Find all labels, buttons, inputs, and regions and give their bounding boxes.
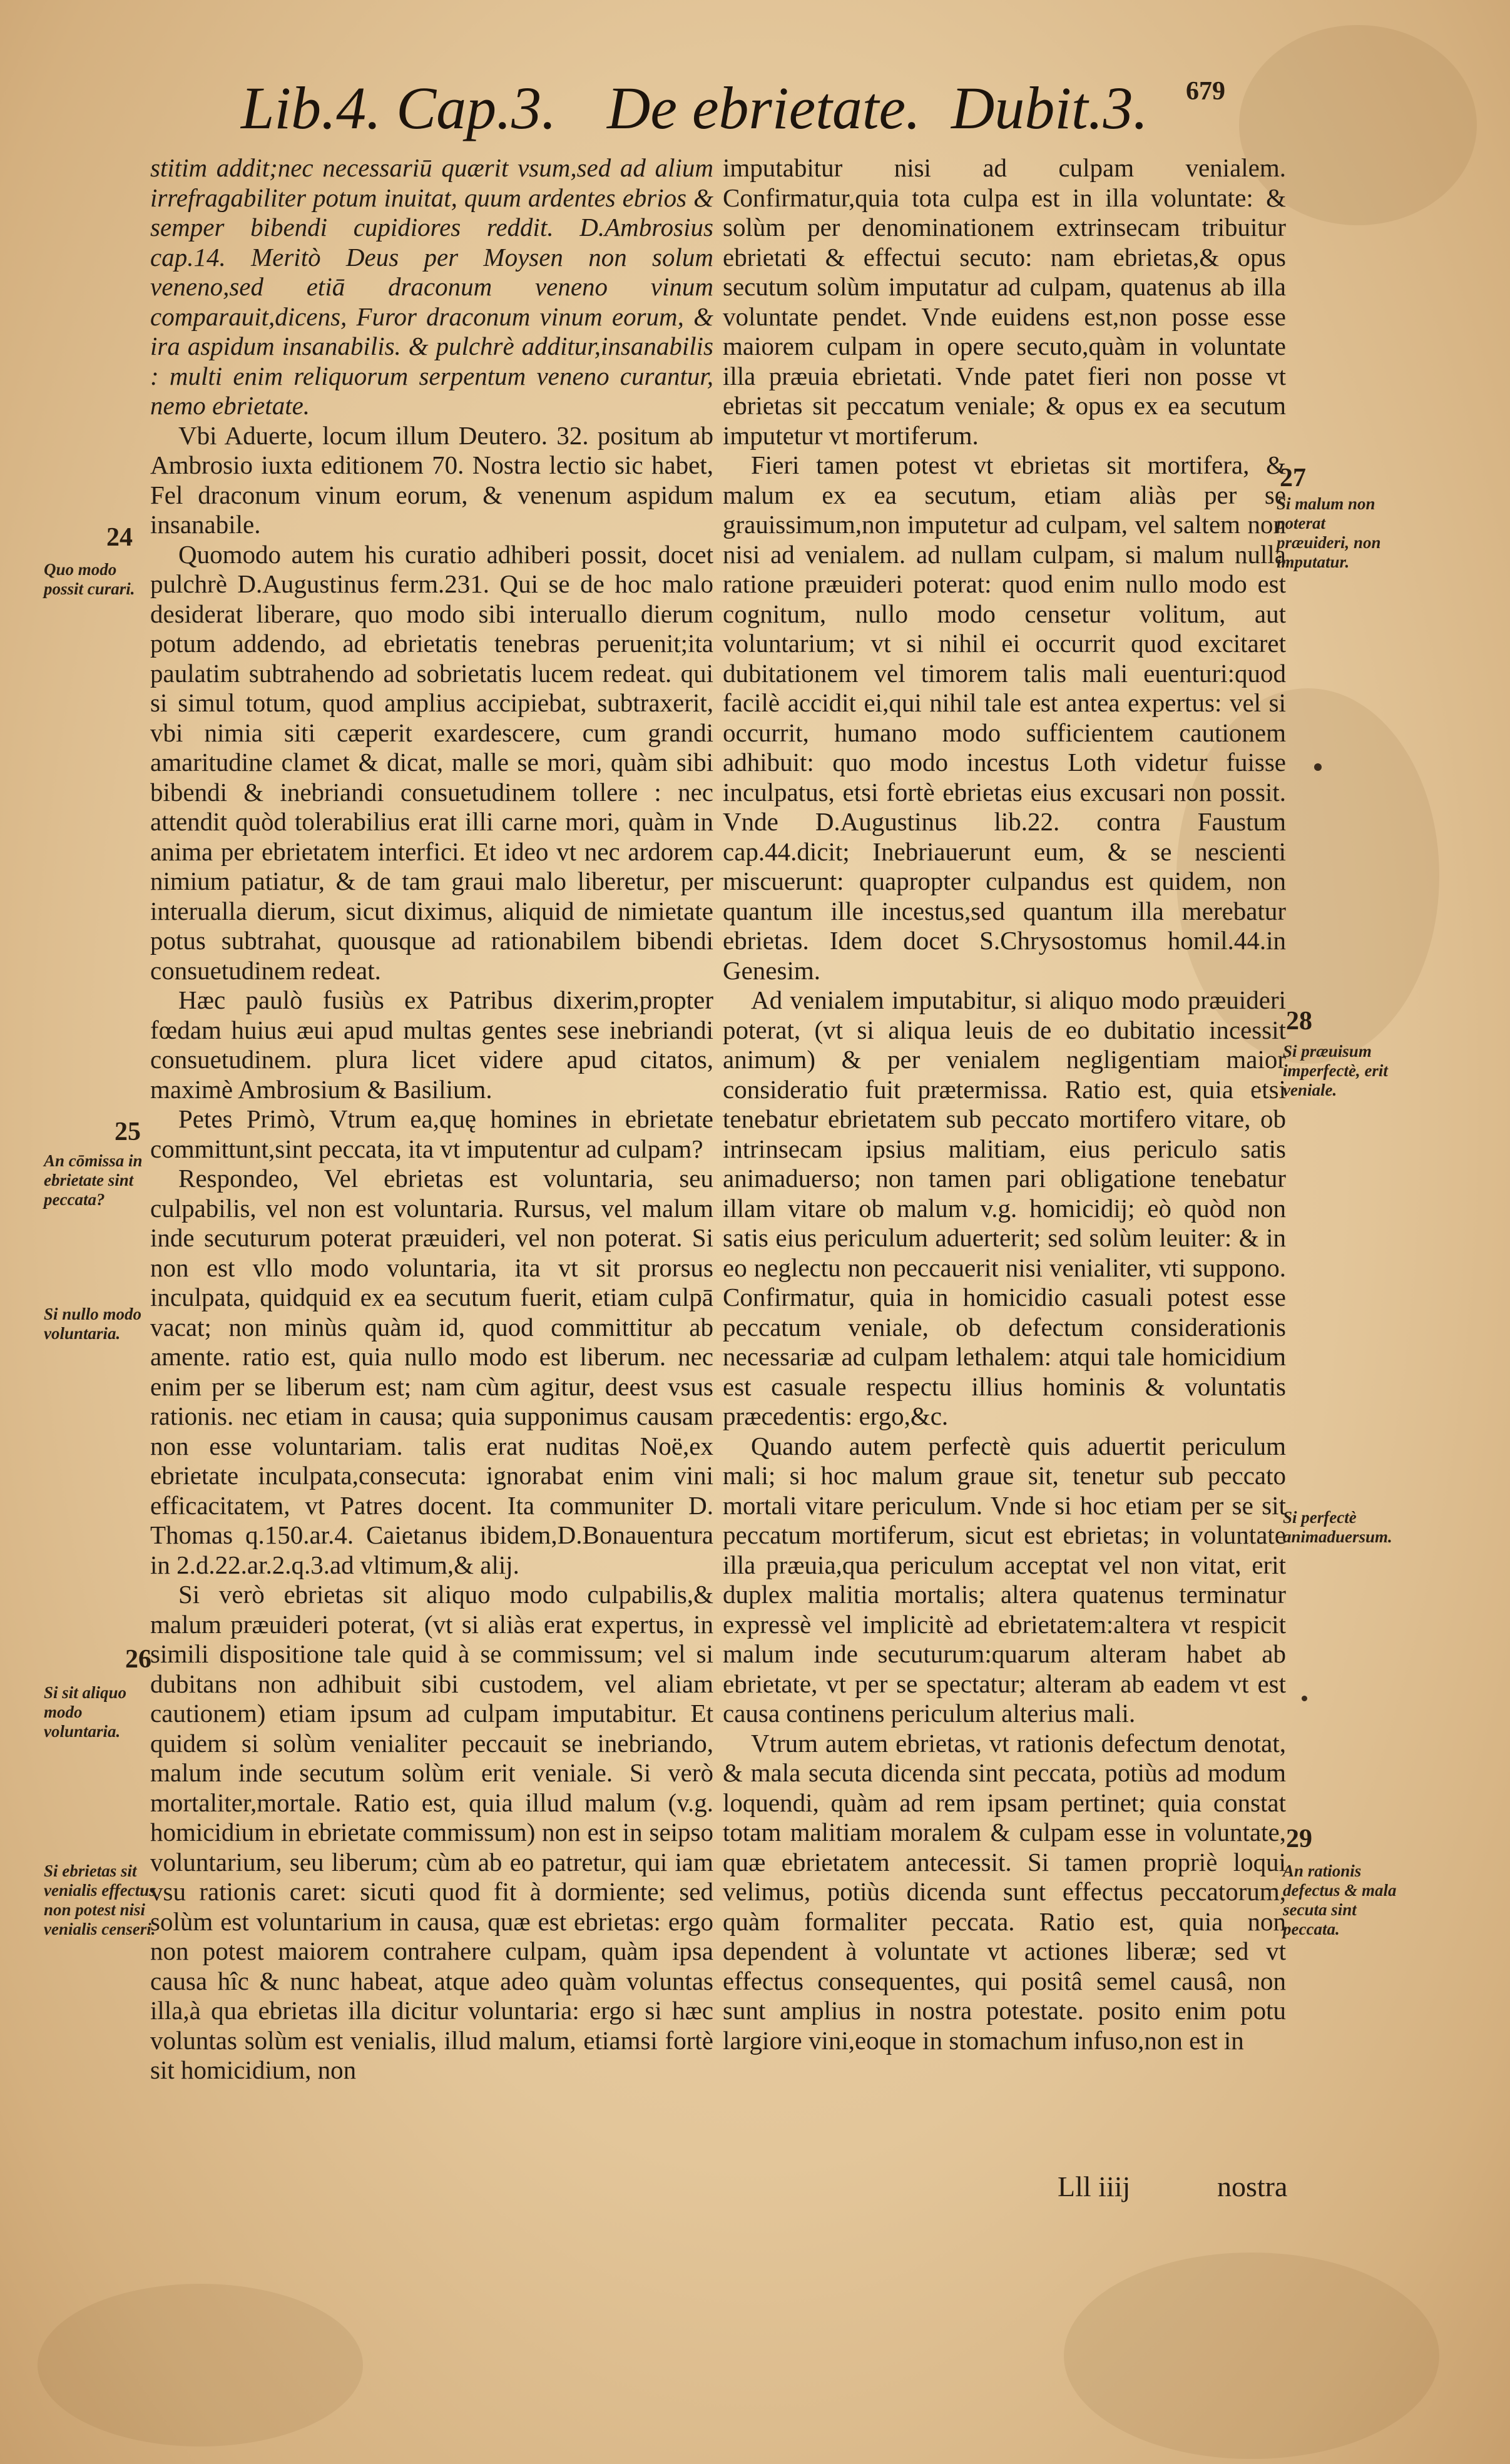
left-column xyxy=(150,153,713,2085)
paragraph: Fieri tamen potest vt ebrietas sit mortifera, & malum ex ea secutum, etiam aliàs per se grauissimum,non imputetur ad culpam, vel saltem non nisi ad venialem. ad nullam culpam, si malum nulla ratione præuideri poterat: quod enim nullo modo est cognitum, nullo modo censetur volitum, aut voluntarium; vt si nihil ei occurrit quod excitaret dubitationem vel timorem talis mali euenturi:quod facilè accidit ei,qui nihil tale est antea expertus: vel si occurrit, humano modo sufficientem cautionem adhibuit: quo modo incestus Loth videtur fuisse inculpatus, etsi fortè ebrietas eius excusari non possit. Vnde D.Augustinus lib.22. contra Faustum cap.44.dicit; Inebriauerunt eum, & se nescienti miscuerunt: quapropter culpandus est quidem, non quantum ille incestus,sed quantum illa merebatur ebrietas. Idem docet S.Chrysostomus homil.44.in Genesim. xyxy=(723,451,1286,985)
signature-mark: Lll iiij xyxy=(1058,2171,1131,2202)
paragraph: Si verò ebrietas sit aliquo modo culpabilis,& malum præuideri poterat, (vt si aliàs erat expertus, in simili dispositione tale quid à se commissum; vel si dubitans non adhibuit sibi custodem, vel aliam cautionem) etiam ipsum ad culpam imputabitur. Et quidem si solùm venialiter peccauit se inebriando, malum inde secutum solùm erit veniale. Si verò mortaliter,mortale. Ratio est, quia illud malum (v.g. homicidium in ebrietate commissum) non est in seipso voluntarium, seu liberum; cùm ab eo patretur, qui iam vsu rationis caret: sicuti quod fit à dormiente; sed solùm est voluntarium in causa, quæ est ebrietas: ergo non potest maiorem contrahere culpam, quàm ipsa causa hîc & nunc habeat, atque adeo quàm voluntas illa,à qua ebrietas illa dicitur voluntaria: ergo si hæc voluntas solùm est venialis, illud malum, etiamsi fortè sit homicidium, non xyxy=(150,1580,713,2084)
margin-note: Si perfectè animaduersum. xyxy=(1283,1508,1392,1546)
running-head-book: Lib.4. Cap.3. xyxy=(241,74,557,141)
section-number: 28 xyxy=(1286,1007,1312,1036)
paragraph: Petes Primò, Vtrum ea,quę homines in ebrietate committunt,sint peccata, ita vt imputentur ad culpam? xyxy=(150,1104,713,1163)
paragraph: Vbi Aduerte, locum illum Deutero. 32. positum ab Ambrosio iuxta editionem 70. Nostra lectio sic habet, Fel draconum vinum eorum, & venenum aspidum insanabile. xyxy=(150,420,713,539)
section-number: 29 xyxy=(1286,1825,1312,1853)
right-column xyxy=(723,153,1286,2055)
margin-note: An rationis defectus & mala secuta sint peccata. xyxy=(1283,1861,1397,1938)
paragraph: Quando autem perfectè quis aduertit periculum mali; si hoc malum graue sit, tenetur sub peccato mortali vitare periculum. Vnde si hoc etiam per se sit peccatum mortiferum, sicut est ebrietas; in voluntate illa præuia,qua periculum acceptat vel non vitat, erit duplex malitia mortalis; altera quatenus terminatur expressè vel implicitè ad ebrietatem:altera vt respicit malum inde secuturum:quarum alteram habet ab ebrietate, vt per se spectatur; alteram ab eadem vt est causa continens periculum alterius mali. xyxy=(723,1431,1286,1728)
paragraph: Ad venialem imputabitur, si aliquo modo præuideri poterat, (vt si aliqua leuis de eo dubitatio incessit animum) & per venialem negligentiam maior consideratio fuit prætermissa. Ratio est, quia etsi tenebatur ebrietatem sub peccato mortifero vitare, ob intrinsecam ipsius malitiam, eius periculo satis animaduerso; non tamen pari obligatione tenebatur illam vitare ob malum v.g. homicidij; eò quòd non satis eius periculum aduerterit; sed solùm leuiter: & in eo neglectu non peccauerit nisi venialiter, vti suppono. Confirmatur, quia in homicidio casuali potest esse peccatum veniale, ob defectum considerationis necessariæ ad culpam lethalem: atqui tale homicidium est casuale respectu illius hominis & voluntatis præcedentis: ergo,&c. xyxy=(723,985,1286,1430)
margin-note: An cōmissa in ebrietate sint peccata? xyxy=(44,1151,143,1209)
section-number: 24 xyxy=(106,523,133,552)
margin-note: Si ebrietas sit venialis effectus non potest nisi venialis censeri. xyxy=(44,1861,156,1938)
section-number: 25 xyxy=(115,1117,141,1146)
section-number: 27 xyxy=(1280,464,1306,492)
running-head-title: De ebrietate. xyxy=(607,74,921,141)
section-number: 26 xyxy=(125,1645,151,1674)
catchword: nostra xyxy=(1217,2171,1288,2202)
page-number: 679 xyxy=(1186,77,1225,106)
paragraph: stitim addit;nec necessariū quærit vsum,sed ad alium irrefragabiliter potum inuitat, quum ardentes ebrios & semper bibendi cupidiores reddit. D.Ambrosius cap.14. Meritò Deus per Moysen non solum veneno,sed etiā draconum veneno vinum comparauit,dicens, Furor draconum vinum eorum, & ira aspidum insanabilis. & pulchrè additur,insanabilis : multi enim reliquorum serpentum veneno curantur, nemo ebrietate. xyxy=(150,153,713,420)
paragraph: Respondeo, Vel ebrietas est voluntaria, seu culpabilis, vel non est voluntaria. Rursus, vel malum inde secuturum poterat præuideri, vel non poterat. Si non est vllo modo voluntaria, ita vt sit prorsus inculpata, quidquid ex ea secutum fuerit, etiam culpā vacat; non minùs quàm id, quod committitur ab amente. ratio est, quia nullo modo est liberum. nec enim per se liberum est; nam cùm agitur, deest vsus rationis. nec etiam in causa; quia supponimus causam non esse voluntariam. talis erat nuditas Noë,ex ebrietate inculpata,consecuta: ignorabat enim vini efficacitatem, vt Patres docent. Ita communiter D. Thomas q.150.ar.4. Caietanus ibidem,D.Bonauentura in 2.d.22.ar.2.q.3.ad vltimum,& alij. xyxy=(150,1164,713,1579)
margin-note: Si malum non poterat præuideri, non imputatur. xyxy=(1277,494,1381,571)
paragraph: imputabitur nisi ad culpam venialem. Confirmatur,quia tota culpa est in illa voluntate: & solùm per denominationem extrinsecam tribuitur ebrietati & effectui secuto: nam ebrietas,& opus secutum solùm imputatur ad culpam, quatenus ab illa voluntate pendet. Vnde euidens est,non posse esse maiorem culpam in opere secuto,quàm in voluntate illa præuia ebrietati. Vnde patet fieri non posse vt ebrietas sit peccatum veniale; & opus ex ea secutum imputetur vt mortiferum. xyxy=(723,153,1286,450)
margin-note: Quo modo possit curari. xyxy=(44,560,135,598)
paragraph: Hæc paulò fusiùs ex Patribus dixerim,propter fœdam huius æui apud multas gentes sese inebriandi consuetudinem. plura licet videre apud citatos, maximè Ambrosium & Basilium. xyxy=(150,985,713,1104)
running-head-dubitatio: Dubit.3. xyxy=(951,74,1148,141)
ink-speck xyxy=(1302,1696,1307,1701)
paragraph: Vtrum autem ebrietas, vt rationis defectum denotat, & mala secuta dicenda sint peccata, potiùs ad modum loquendi, quàm ad rem ipsam pertinet; quia constat totam malitiam moralem & culpam esse in voluntate, quæ ebrietatem antecessit. Si tamen propriè loqui velimus, potiùs dicenda sunt effectus peccatorum, quàm formaliter peccata. Ratio est, quia non dependent à voluntate vt actiones liberæ; sed vt effectus consequentes, qui positâ semel causâ, non sunt amplius in nostra potestate. posito enim potu largiore vini,eoque in stomachum infuso,non est in xyxy=(723,1728,1286,2055)
margin-note: Si sit aliquo modo voluntaria. xyxy=(44,1683,127,1741)
margin-note: Si nullo modo voluntaria. xyxy=(44,1305,142,1343)
ink-speck xyxy=(1314,763,1322,771)
margin-note: Si præuisum imperfectè, erit veniale. xyxy=(1283,1042,1388,1099)
paragraph: Quomodo autem his curatio adhiberi possit, docet pulchrè D.Augustinus ferm.231. Qui se de hoc malo desiderat liberare, quo modo sibi interuallo dierum potum addendo, ad ebrietatis tenebras peruenit;ita paulatim subtrahendo ad sobrietatis lucem redeat. qui si simul totum, quod amplius accipiebat, subtraxerit, vbi nimia siti cæperit exardescere, cum grandi amaritudine clamet & dicat, malle se mori, quàm sibi bibendi & inebriandi consuetudinem tollere : nec attendit quòd tolerabilius erat illi carne mori, quàm in anima per ebrietatem interfici. Et ideo vt nec ardorem nimium patiatur, & de tam graui malo liberetur, per interualla dierum, sicut diximus, aliquid de nimietate potus subtrahat, quousque ad rationabilem bibendi consuetudinem redeat. xyxy=(150,539,713,985)
